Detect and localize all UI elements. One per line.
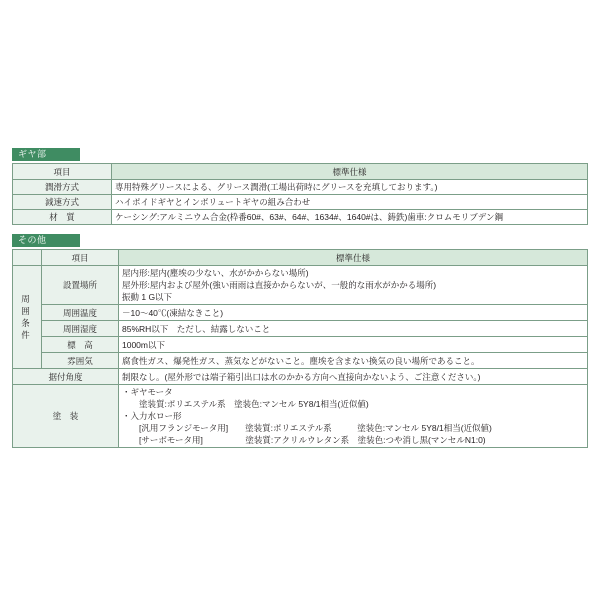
gear-spec-table [12,163,588,225]
header-group-blank [13,250,42,266]
table-header-row [13,164,588,180]
row-label-atmosphere: 雰囲気 [42,353,119,369]
row-label-mounting-angle: 据付角度 [13,369,119,385]
table-row [13,210,588,225]
header-spec: 標準仕様 [112,164,588,180]
table-row [13,321,588,337]
paint-line-4: [汎用フランジモータ用] 塗装質:ポリエステル系 塗装色:マンセル 5Y8/1相当(近似値) [122,423,492,433]
table-row [13,305,588,321]
other-spec-table [12,249,588,448]
row-label-reduction: 減速方式 [13,195,112,210]
table-header-row [13,250,588,266]
header-spec: 標準仕様 [119,250,588,266]
table-row [13,195,588,210]
table-row [13,369,588,385]
row-value-material: ケーシング:アルミニウム合金(枠番60#、63#、64#、1634#、1640#は、鋳鉄)歯車:クロムモリブデン鋼 [112,210,588,225]
install-location-line-3: 振動 1 G以下 [122,292,173,302]
row-label-altitude: 標 高 [42,337,119,353]
group-label-ambient-conditions: 周囲条件 [13,266,42,369]
row-label-material: 材 質 [13,210,112,225]
paint-line-3: ・入力水ロー形 [122,411,182,421]
row-value-paint [119,385,588,448]
table-row [13,180,588,195]
row-value-mounting-angle: 制限なし。(屋外形では端子箱引出口は水のかかる方向へ直接向かないよう、ご注意ください。) [119,369,588,385]
row-label-ambient-temperature: 周囲温度 [42,305,119,321]
section-title-other: その他 [12,234,80,247]
spec-sheet [12,148,588,448]
header-item: 項目 [42,250,119,266]
row-label-paint: 塗 装 [13,385,119,448]
install-location-line-1: 屋内形:屋内(塵埃の少ない、水がかからない場所) [122,268,309,278]
table-row [13,385,588,448]
table-row [13,353,588,369]
header-item: 項目 [13,164,112,180]
row-value-lubrication: 専用特殊グリースによる、グリース潤滑(工場出荷時にグリースを充填しております。) [112,180,588,195]
install-location-line-2: 屋外形:屋内および屋外(強い雨雨は直接かからないが、一般的な雨水がかかる場所) [122,280,437,290]
row-value-install-location [119,266,588,305]
row-value-ambient-humidity: 85%RH以下 ただし、結露しないこと [119,321,588,337]
row-value-ambient-temperature: －10～40℃(凍結なきこと) [119,305,588,321]
paint-line-5: [サーボモータ用] 塗装質:アクリルウレタン系 塗装色:つや消し黒(マンセルN1:0) [122,435,486,445]
paint-line-1: ・ギヤモータ [122,387,173,397]
table-row [13,337,588,353]
row-value-altitude: 1000m以下 [119,337,588,353]
paint-line-2: 塗装質:ポリエステル系 塗装色:マンセル 5Y8/1相当(近似値) [122,399,369,409]
row-value-reduction: ハイポイドギヤとインボリュートギヤの組み合わせ [112,195,588,210]
row-label-ambient-humidity: 周囲湿度 [42,321,119,337]
row-label-install-location: 設置場所 [42,266,119,305]
section-gap [12,225,588,234]
section-title-gear: ギヤ部 [12,148,80,161]
table-row [13,266,588,305]
row-value-atmosphere: 腐食性ガス、爆発性ガス、蒸気などがないこと。塵埃を含まない換気の良い場所であること。 [119,353,588,369]
row-label-lubrication: 潤滑方式 [13,180,112,195]
